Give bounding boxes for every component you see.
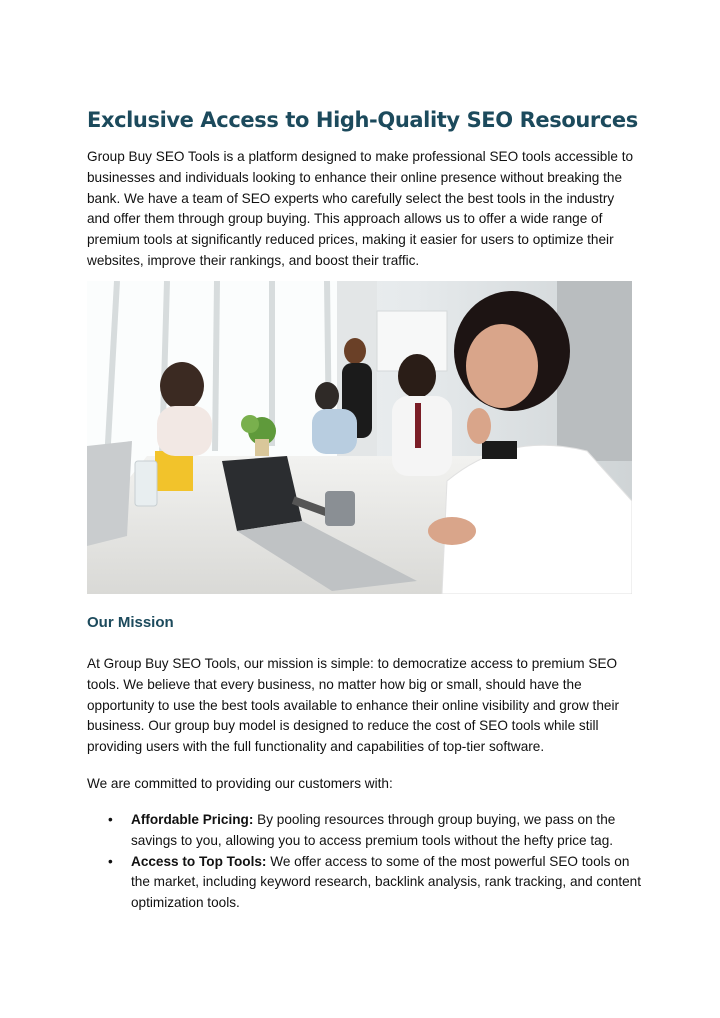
bullet-icon: •: [108, 853, 113, 869]
bullet-icon: •: [108, 812, 113, 827]
list-item-text: We offer access to some of the most powerful SEO tools on the market, including keyword research, backlink analysis, rank tracking, and content optimization tools.: [131, 853, 642, 911]
committed-paragraph: We are committed to providing our customers with:: [87, 776, 393, 791]
list-item: [87, 810, 647, 852]
page-title: Exclusive Access to High-Quality SEO Resources: [87, 108, 638, 132]
list-item: [87, 852, 647, 914]
office-team-photo: [87, 281, 632, 594]
mission-paragraph: At Group Buy SEO Tools, our mission is simple: to democratize access to premium SEO tools. We believe that every business, no matter how big or small, should have the opportunity to use the best tools available to enhance their online visibility and grow their business. Our group buy model is designed to reduce the cost of SEO tools while still providing users with the full functionality and capabilities of top-tier software.: [87, 656, 619, 755]
list-item-lead: Affordable Pricing:: [131, 812, 254, 827]
mission-heading: Our Mission: [87, 614, 174, 631]
benefits-list: [87, 810, 647, 914]
intro-paragraph: Group Buy SEO Tools is a platform designed to make professional SEO tools accessible to businesses and individuals looking to enhance their online presence without breaking the bank. We have a team of SEO experts who carefully select the best tools in the industry and offer them through group buying. This approach allows us to offer a wide range of premium tools at significantly reduced prices, making it easier for users to optimize their websites, improve their rankings, and boost their traffic.: [87, 149, 634, 268]
list-item-lead: Access to Top Tools:: [131, 853, 267, 869]
list-item-text: By pooling resources through group buying, we pass on the savings to you, allowing you to access premium tools without the hefty price tag.: [131, 812, 616, 848]
